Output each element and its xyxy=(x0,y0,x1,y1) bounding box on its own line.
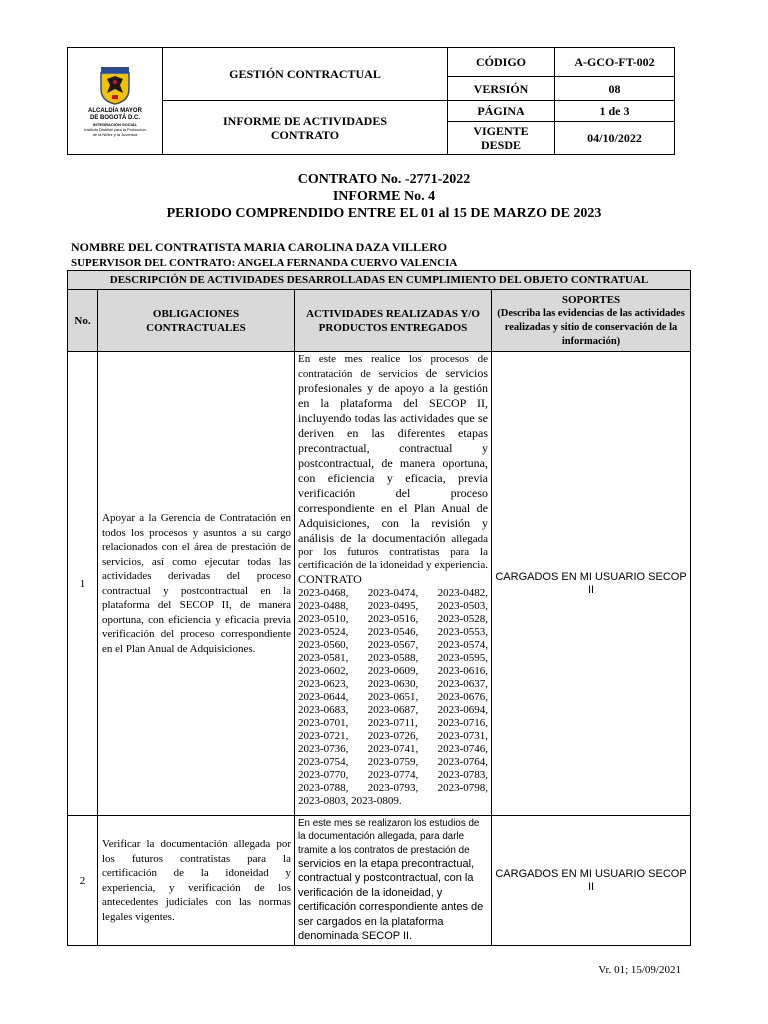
contract-code: 2023-0602, xyxy=(298,665,349,677)
contract-code: 2023-0510, xyxy=(298,613,349,625)
codigo-value: A-GCO-FT-002 xyxy=(555,48,675,77)
contract-code: 2023-0798, xyxy=(437,782,488,794)
activity-body: servicios en la etapa precontractual, contractual y postcontractual, con la verificación de la idoneidad, y certificación correspondiente antes de ser cargados en la plataforma denominada SECOP II. xyxy=(298,857,484,943)
contract-code: 2023-0721, xyxy=(298,730,349,742)
row-activities xyxy=(295,352,492,816)
vigente-value: 04/10/2022 xyxy=(555,121,675,154)
activity-body: de servicios profesionales y de apoyo a la gestión en la plataforma del SECOP II, incluyendo todas las actividades que se deriven en las diferentes etapas precontractual, contractual y postcontractual, de manera oportuna, con eficiencia y eficacia, previa verificación del proceso correspondiente en el Plan Anual de Adquisiciones, con la revisión y análisis de la documentación xyxy=(298,366,489,545)
logo xyxy=(68,48,163,155)
logo-line4: Instituto Distrital para la Protección xyxy=(84,127,146,132)
contract-code: 2023-0764, xyxy=(437,756,488,768)
activity-contract-label: CONTRATO xyxy=(298,572,362,586)
contract-code: 2023-0468, xyxy=(298,587,349,599)
activities-table xyxy=(67,270,691,946)
contract-code: 2023-0553, xyxy=(437,626,488,638)
version-value: 08 xyxy=(555,77,675,101)
codigo-label: CÓDIGO xyxy=(448,48,555,77)
col-soportes-title: SOPORTES xyxy=(561,293,621,306)
version-label: VERSIÓN xyxy=(448,77,555,101)
contractor-name: NOMBRE DEL CONTRATISTA MARIA CAROLINA DAZA VILLERO xyxy=(71,240,448,254)
contract-code: 2023-0793, xyxy=(367,782,419,794)
vigente-label xyxy=(448,121,555,154)
col-soportes xyxy=(492,290,691,352)
contract-code: 2023-0595, xyxy=(437,652,488,664)
report-number: INFORME No. 4 xyxy=(332,189,436,204)
contract-code: 2023-0495, xyxy=(367,600,419,612)
contract-code: 2023-0623, xyxy=(298,678,349,690)
contract-code: 2023-0482, xyxy=(437,587,488,599)
supervisor-name: SUPERVISOR DEL CONTRATO: ANGELA FERNANDA CUERVO VALENCIA xyxy=(71,257,458,269)
contract-code: 2023-0637, xyxy=(437,678,488,690)
row-support: CARGADOS EN MI USUARIO SECOP II xyxy=(492,352,691,816)
contract-code: 2023-0524, xyxy=(298,626,349,638)
contract-code: 2023-0503, xyxy=(437,600,488,612)
contract-code: 2023-0788, xyxy=(298,782,349,794)
table-row xyxy=(68,816,691,946)
contract-code: 2023-0774, xyxy=(367,769,419,781)
row-number: 1 xyxy=(68,352,98,816)
contract-code: 2023-0683, xyxy=(298,704,349,716)
coat-of-arms-icon xyxy=(98,65,132,105)
contract-code: 2023-0588, xyxy=(367,652,419,664)
contract-code: 2023-0574, xyxy=(437,639,488,651)
header-title-2-text: INFORME DE ACTIVIDADES CONTRATO xyxy=(222,113,388,142)
contract-code: 2023-0741, xyxy=(367,743,419,755)
document-header xyxy=(67,47,675,155)
contract-code: 2023-0731, xyxy=(437,730,488,742)
logo-line2: DE BOGOTÁ D.C. xyxy=(89,115,140,121)
contract-code: 2023-0711, xyxy=(367,717,418,729)
contract-code: 2023-0726, xyxy=(367,730,419,742)
table-row xyxy=(68,352,691,816)
header-title-1: GESTIÓN CONTRACTUAL xyxy=(163,48,448,101)
contract-code: 2023-0783, xyxy=(437,769,488,781)
contract-code: 2023-0736, xyxy=(298,743,349,755)
contract-code: 2023-0746, xyxy=(437,743,488,755)
contract-code: 2023-0676, xyxy=(437,691,488,703)
contract-code: 2023-0759, xyxy=(367,756,419,768)
table-band-title: DESCRIPCIÓN DE ACTIVIDADES DESARROLLADAS EN CUMPLIMIENTO DEL OBJETO CONTRATUAL xyxy=(68,271,691,290)
row-number: 2 xyxy=(68,816,98,946)
contract-code: 2023-0651, xyxy=(367,691,419,703)
activity-detail: allegada por los futuros contratistas para la certificación de la idoneidad y experiencia. xyxy=(298,533,488,571)
footer-version: Vr. 01; 15/09/2021 xyxy=(598,964,681,976)
contract-code: 2023-0616, xyxy=(437,665,488,677)
pagina-label: PÁGINA xyxy=(448,101,555,121)
contract-code: 2023-0630, xyxy=(367,678,419,690)
row-support: CARGADOS EN MI USUARIO SECOP II xyxy=(492,816,691,946)
row-obligation: Verificar la documentación allegada por los futuros contratistas para la certificación de la idoneidad y experiencia, y verificación de los antecedentes judiciales con las normas legales vigentes. xyxy=(98,816,295,946)
contract-code: 2023-0754, xyxy=(298,756,349,768)
contract-codes xyxy=(298,587,488,795)
contract-code: 2023-0644, xyxy=(298,691,349,703)
report-period: PERIODO COMPRENDIDO ENTRE EL 01 al 15 DE MARZO DE 2023 xyxy=(166,206,602,221)
contract-code: 2023-0609, xyxy=(367,665,419,677)
col-obligaciones-text: OBLIGACIONES CONTRACTUALES xyxy=(146,307,246,334)
col-soportes-sub: (Describa las evidencias de las actividades realizadas y sitio de conservación de la información) xyxy=(497,307,685,347)
contract-code: 2023-0716, xyxy=(437,717,488,729)
contract-number: CONTRATO No. -2771-2022 xyxy=(297,172,471,187)
activity-intro: En este mes se realizaron los estudios de la documentación allegada, para darle tramite a los contratos de prestación de xyxy=(298,818,480,856)
row-activities xyxy=(295,816,492,946)
contract-code: 2023-0488, xyxy=(298,600,349,612)
contract-code: 2023-0516, xyxy=(367,613,419,625)
contract-code: 2023-0528, xyxy=(437,613,488,625)
contract-code: 2023-0581, xyxy=(298,652,349,664)
contract-code: 2023-0701, xyxy=(298,717,349,729)
col-no: No. xyxy=(68,290,98,352)
vigente-label-text: VIGENTE DESDE xyxy=(473,123,529,152)
logo-line5: de la Niñez y la Juventud xyxy=(92,132,138,137)
col-actividades xyxy=(295,290,492,352)
pagina-value: 1 de 3 xyxy=(555,101,675,121)
header-title-2 xyxy=(163,101,448,155)
activity-intro: En este mes realice los procesos de contratación de servicios xyxy=(298,353,488,380)
row-obligation: Apoyar a la Gerencia de Contratación en todos los procesos y asuntos a su cargo relacionados con el área de prestación de servicios, así como ejecutar todas las actividades derivadas del proceso contractual y postcontractual en la plataforma del SECOP II, de manera oportuna, con eficiencia y eficacia previa verificación del proceso correspondiente en el Plan Anual de Adquisiciones. xyxy=(98,352,295,816)
logo-line1: ALCALDÍA MAYOR xyxy=(88,108,142,114)
logo-line3: INTEGRACIÓN SOCIAL xyxy=(92,122,138,127)
contract-codes-last: 2023-0803, 2023-0809. xyxy=(298,795,402,807)
contract-code: 2023-0567, xyxy=(367,639,419,651)
contract-code: 2023-0687, xyxy=(367,704,419,716)
contract-code: 2023-0546, xyxy=(367,626,419,638)
col-obligaciones xyxy=(98,290,295,352)
contract-code: 2023-0560, xyxy=(298,639,349,651)
contract-code: 2023-0474, xyxy=(367,587,419,599)
contract-code: 2023-0694, xyxy=(437,704,488,716)
col-actividades-text: ACTIVIDADES REALIZADAS Y/O PRODUCTOS ENTREGADOS xyxy=(306,307,480,334)
contract-code: 2023-0770, xyxy=(298,769,349,781)
